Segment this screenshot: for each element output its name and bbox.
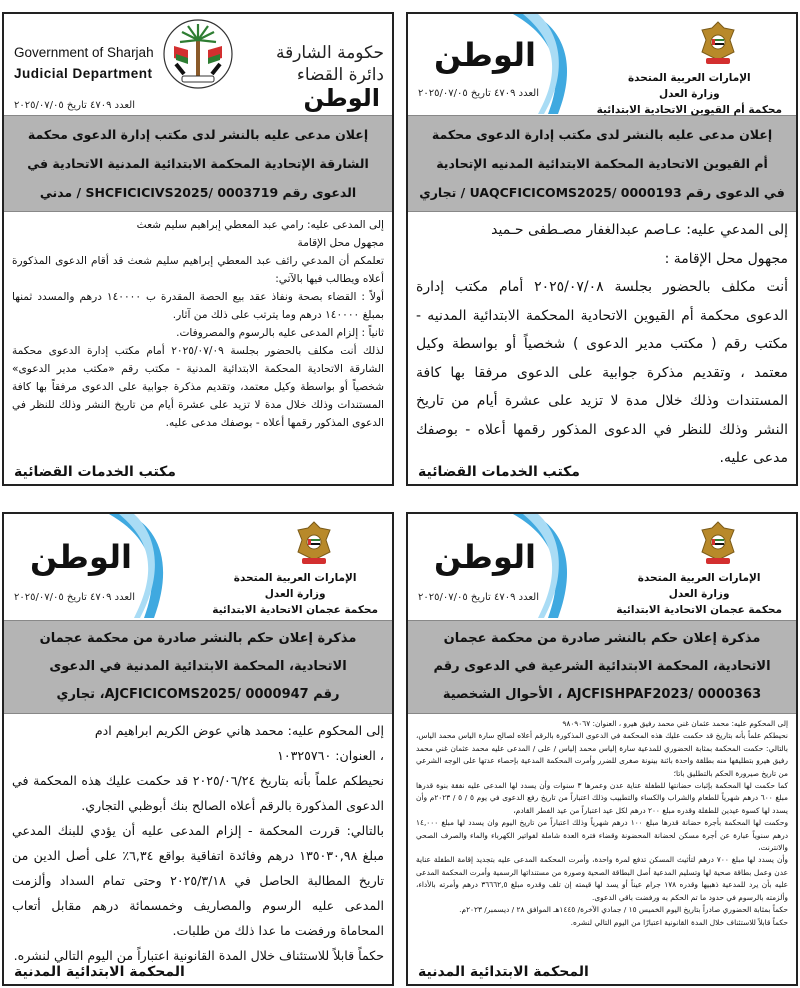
signature: مكتب الخدمات القضائية bbox=[418, 464, 580, 480]
residence-line: مجهول محل الإقامة bbox=[297, 237, 384, 249]
defendant-line: إلى المحكوم عليه: محمد هاني عوض الكريم ابراهيم ادم bbox=[94, 723, 384, 738]
address-line: ، العنوان: ١٠٣٢٥٧٦٠ bbox=[277, 748, 384, 763]
title-line: الدعوى رقم SHCFICICIVS2025/ 0003719 / مدني bbox=[39, 185, 357, 200]
notice-ajman-civil bbox=[2, 512, 394, 986]
notice-header bbox=[4, 514, 392, 620]
ministry-block bbox=[597, 70, 782, 118]
notice-title bbox=[4, 620, 392, 714]
notice-header bbox=[4, 14, 392, 115]
notice-body bbox=[408, 212, 796, 473]
issue-date: العدد ٤٧٠٩ تاريخ ٢٠٢٥/٠٧/٠٥ bbox=[14, 100, 135, 111]
notice-body bbox=[4, 714, 392, 968]
uae-emblem-icon bbox=[294, 518, 334, 568]
custody-fee-paragraph: وحكمت لها المحكمة بأجرة حضانة قدرها مبلغ ١٠٠ درهم شهرياً وذلك اعتباراً من تاريخ اليوم وان يسدد لها مبلغ ١٤,٠٠٠ درهم سنوياً عبارة عن أجرة مسكن لحضانة المحضونة وقضاء فترة العدة شاملة لفواتير الكهرباء والماء والصرف الصحي والانترنت، bbox=[416, 818, 789, 853]
judgment-paragraph: نحيطكم علماً بأنه بتاريخ قد حكمت عليك هذه المحكمة في الدعوى المذكورة بالرقم أعلاه لصالح سارة الياس محمد الياس، بالتالي: حكمت المحكمة بمثابة الحضوري للمدعية سارة إلياس محمد إلياس / على / المدعى عليه محمد عثمان غني محمد رفيق هيرو بتطليقها منه بطلقة واحدة بائنة بينونة صغرى للضرر وأمرت المحكمة المدعية بإحصاء عدتها على الوجه الشرعي من تاريخ صيرورة الحكم بالتطليق باتا؛ bbox=[416, 731, 788, 778]
furnishing-paragraph: وأن يسدد لها مبلغ ٧٠٠ درهم لتأثيث المسكن تدفع لمرة واحدة، وأمرت المحكمة المدعى عليه بتجديد إقامة الطفلة عناية عدن وعمل بطاقة صحية لها وتسليم المدعية أصل البطاقة الصحية وصورة من مستنداتها الرسمية وأمرت المحكمة المدعى عليه بأن يرد للمدعية ذهبيها وقدره ١٧٨ جرام عيناً أو يسد لها قيمته إن تلف وقدره مبلغ ٣٦٦٦٢,٥ درهم وأمرته بالأداء، وألزمته بالرسوم في حدود ما تم الحكم به ورفضت باقي الدعوى. bbox=[416, 855, 788, 902]
signature: المحكمة الابتدائية المدنية bbox=[14, 964, 185, 980]
notice-umm-al-quwain bbox=[406, 12, 798, 486]
al-watan-logo: الوطن bbox=[434, 36, 536, 74]
ministry-line: وزارة العدل bbox=[264, 588, 326, 600]
notice-header bbox=[408, 14, 796, 115]
judgment-paragraph: نحيطكم علماً بأنه بتاريخ ٢٠٢٥/٠٦/٢٤ قد حكمت عليك هذه المحكمة في الدعوى المذكورة بالرقم أعلاه الصالح بنك أبوظبي التجاري. bbox=[12, 773, 384, 813]
uae-emblem-icon bbox=[698, 18, 738, 68]
issue-date: العدد ٤٧٠٩ تاريخ ٢٠٢٥/٠٧/٠٥ bbox=[418, 592, 539, 603]
title-line: في الدعوى رقم UAQCFICICOMS2025/ 0000193 / تجاري bbox=[419, 185, 785, 200]
notice-header bbox=[408, 514, 796, 620]
title-line: الاتحادية، المحكمة الابتدائية المدنية في الدعوى bbox=[49, 659, 347, 674]
ministry-line: وزارة العدل bbox=[668, 588, 730, 600]
title-line: مذكرة إعلان حكم بالنشر صادرة من محكمة عجمان bbox=[443, 631, 761, 646]
defendant-line: إلى المدعي عليه: عـاصم عبدالغفار مصـطفى حـميد bbox=[491, 222, 788, 238]
title-line: مذكرة إعلان حكم بالنشر صادرة من محكمة عجمان bbox=[39, 631, 357, 646]
summons-paragraph: لذلك أنت مكلف بالحضور بجلسة ٢٠٢٥/٠٧/٠٩ أمام مكتب إدارة الدعوى محكمة الشارقة الاتحادية المحكمة الابتدائية المدنية - مكتب رقم «مكتب مدير الدعوى» شخصياً أو بواسطة وكيل معتمد، وتقديم مذكرة جوابية على الدعوى مرفقاً بها كافة المستندات وذلك خلال مدة لا تزيد على عشرة أيام من تاريخ النشر وذلك للنظر في الدعوى المذكور رقمها أعلاه - بوصفك مدعى عليه. bbox=[12, 345, 384, 429]
custody-paragraph: كما حكمت لها المحكمة بإثبات حضانتها للطفلة عناية عدن وعمرها ٣ سنوات وأن يسدد لها المدعى عليه نفقة بنوة قدرها مبلغ ٦٠٠ درهم شهرياً للطعام والشراب والكساء والتطبيب وذلك اعتباراً من تاريخ رفع الدعوى في يوم ٥ / ٥ / ٢٠٢٣م وأن يسدد لها كسوة عيدين للطفلة وقدره مبلغ ٢٠٠ درهم لكل عيد اعتباراً من عيد الفطر القادم، bbox=[416, 781, 788, 815]
issue-date: العدد ٤٧٠٩ تاريخ ٢٠٢٥/٠٧/٠٥ bbox=[14, 592, 135, 603]
signature: المحكمة الابتدائية المدنية bbox=[418, 964, 589, 980]
court-line: محكمة عجمان الاتحادية الابتدائية bbox=[212, 604, 378, 616]
defendant-line: إلى المدعى عليه: رامي عبد المعطي إبراهيم سليم شعث bbox=[136, 219, 384, 231]
gov-en-line1: Government of Sharjah bbox=[14, 45, 154, 60]
claim-first: أولاً : القضاء بصحة ونفاذ عقد بيع الحصة المقدرة ب ١٤٠٠٠٠ درهم والمسدد ثمنها بمبلغ ١٤٠٠٠٠ درهم وما يترتب على ذلك من آثار. bbox=[12, 291, 384, 321]
title-line: أم القيوين الاتحادية المحكمة الابتدائية المدنيه الإتحادية bbox=[436, 156, 768, 171]
claim-second: ثانياً : إلزام المدعى عليه بالرسوم والمصروفات. bbox=[176, 327, 384, 339]
title-line: إعلان مدعى عليه بالنشر لدى مكتب إدارة الدعوى محكمة bbox=[431, 127, 773, 142]
al-watan-logo: الوطن bbox=[303, 84, 380, 112]
notice-sharjah bbox=[2, 12, 394, 486]
claim-paragraph: تعلمكم أن المدعي رائف عبد المعطي إبراهيم سليم شعث قد أقام الدعوى المذكورة أعلاه ويطالب فيها بالآتي: bbox=[12, 255, 384, 285]
gov-en-line2: Judicial Department bbox=[14, 66, 153, 81]
notice-title bbox=[408, 115, 796, 212]
notice-title bbox=[4, 115, 392, 212]
ruling-paragraph: بالتالي: قررت المحكمة - إلزام المدعى عليه أن يؤدي للبنك المدعي مبلغ ١٣٥٠٣٠,٩٨ درهم وفائدة اتفاقية بواقع ٦,٣٤٪ على أصل الدين من تاريخ المطالبة الحاصل في ٢٠٢٥/٣/١٨ وحتى تمام السداد وألزمت المدعى عليه الرسوم والمصاريف وخمسمائة درهم مقابل أتعاب المحاماة ورفضت ما عدا ذلك من طلبات. bbox=[12, 823, 385, 938]
title-line: الشارقة الإتحادية المحكمة الابتدائية المدنية الاتحادية في bbox=[27, 156, 369, 171]
summons-paragraph: أنت مكلف بالحضور بجلسة ٢٠٢٥/٠٧/٠٨ أمام مكتب إدارة الدعوى محكمة أم القيوين الاتحادية المحكمة الابتدائية المدنيه - مكتب رقم ( مكتب مدير الدعوى ) شخصياً أو بواسطة وكيل معتمد ، وتقديم مذكرة جوابية على الدعوى مرفقا بها كافة المستندات وذلك خلال مدة لا تزيد على عشرة أيام من تاريخ النشر وذلك للنظر في الدعوى المذكور رقمها أعلاه - بوصفك مدعى عليه. bbox=[416, 279, 789, 466]
appeal-line: حكماً قابلاً للاستئناف خلال المدة القانونية اعتبارًا من اليوم التالي لنشره. bbox=[570, 917, 788, 927]
notice-ajman-sharia bbox=[406, 512, 798, 986]
ministry-block bbox=[212, 570, 378, 618]
title-line: الاتحادية، المحكمة الابتدائية الشرعية في الدعوى رقم bbox=[433, 659, 771, 674]
signature: مكتب الخدمات القضائية bbox=[14, 464, 176, 480]
ruling-date-line: حكماً بمثابة الحضوري صادراً بتاريخ اليوم الخميس ١٥ / جمادي الآخرة/ ١٤٤٥هـ الموافق ٢٨ / ديسمبر/ ٢٠٢٣م. bbox=[459, 905, 788, 915]
uae-line: الإمارات العربية المتحدة bbox=[627, 72, 751, 84]
gov-ar-line2: دائرة القضاء bbox=[296, 65, 384, 85]
notice-body bbox=[4, 212, 392, 432]
al-watan-logo: الوطن bbox=[30, 538, 132, 576]
ministry-block bbox=[616, 570, 782, 618]
notice-body bbox=[408, 714, 796, 929]
title-line: رقم AJCFICICOMS2025/ 0000947، تجاري bbox=[56, 687, 340, 702]
gov-en-block bbox=[14, 42, 154, 84]
court-line: محكمة عجمان الاتحادية الابتدائية bbox=[616, 604, 782, 616]
issue-date: العدد ٤٧٠٩ تاريخ ٢٠٢٥/٠٧/٠٥ bbox=[418, 88, 539, 99]
residence-line: مجهول محل الإقامة : bbox=[664, 250, 788, 267]
defendant-line: إلى المحكوم عليه: محمد عثمان غني محمد رفيق هيرو ، العنوان: ٩٨٠٩٠٦٧ bbox=[562, 719, 788, 728]
uae-emblem-icon bbox=[698, 518, 738, 568]
uae-line: الإمارات العربية المتحدة bbox=[233, 572, 357, 584]
sharjah-emblem-icon bbox=[162, 18, 234, 90]
al-watan-logo: الوطن bbox=[434, 538, 536, 576]
ministry-line: وزارة العدل bbox=[658, 88, 720, 100]
title-line: إعلان مدعى عليه بالنشر لدى مكتب إدارة الدعوى محكمة bbox=[27, 127, 369, 142]
gov-ar-line1: حكومة الشارقة bbox=[275, 43, 384, 63]
uae-line: الإمارات العربية المتحدة bbox=[637, 572, 761, 584]
notice-title bbox=[408, 620, 796, 714]
gov-ar-block bbox=[276, 42, 384, 86]
appeal-line: حكماً قابلاً للاستئناف خلال المدة القانونية اعتباراً من اليوم التالي لنشره. bbox=[13, 948, 384, 963]
title-line: AJCFISHPAF2023/ 0000363 ، الأحوال الشخصية bbox=[442, 687, 762, 702]
court-line: محكمة أم القيوين الاتحادية الابتدائية bbox=[596, 104, 782, 116]
